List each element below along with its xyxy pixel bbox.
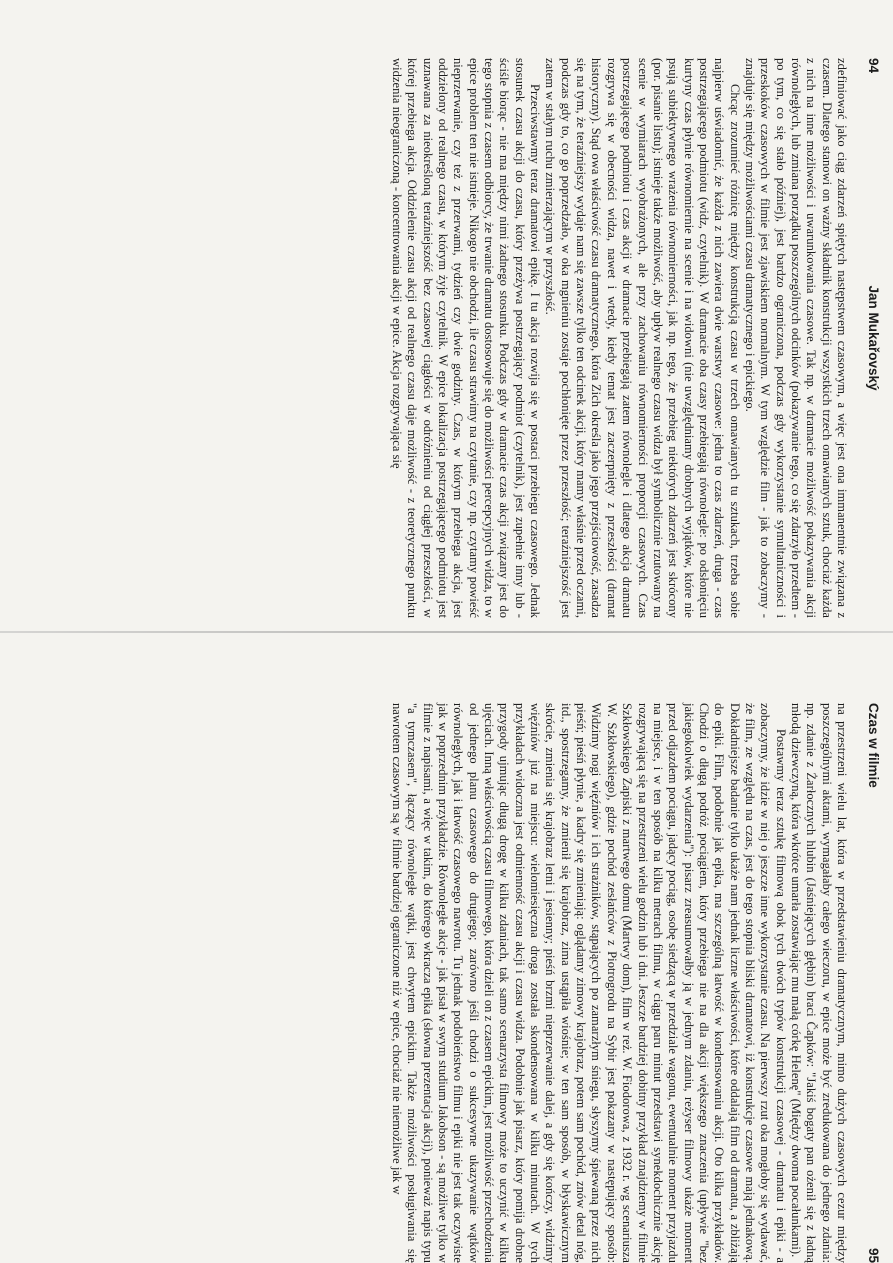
paragraph: Chcąc zrozumieć różnicę między konstrukcją czasu w trzech omawianych tu sztukach, trzeba sobie najpierw uświadomić, że każda z nich zawiera dwie warstwy czasowe: jedna to czas zdarzeń, druga - czas postrzegającego podmiotu (widz, czytelnik). W dramacie oba czasy przebiegają równolegle: po odsłonięciu kurtyny czas płynie równomiernie na scenie i na widowni (nie uwzględniamy drobnych wyjątków, które nie psują subiektywnego wrażenia równomierności, jak np. tego, że przebieg niektórych zdarzeń jest skrócony (por. pisanie listu); istnieje także możliwość, aby upływ realnego czasu widza był symbolicznie rzutowany na scenie w wymiarach wyobrażonych, ale przy zachowaniu równomierności proporcji czasowych. Czas postrzegającego podmiotu i czas akcji w dramacie przebiegają zatem równolegle i dlatego akcja dramatu rozgrywa się w obecności widza, nawet i wtedy, kiedy temat jest zaczerpnięty z przeszłości (dramat historyczny). Stąd owa właściwość czasu dramatycznego, która Zich określa jako jego przejściowość, zasadza się na tym, że teraźniejszy wydaje nam się zawsze tylko ten odcinek akcji, który mamy właśnie przed oczami, podczas gdy to, co go poprzedzało, w oka mgnieniu zostaje pochłonięte przez przeszłość; teraźniejszość jest zatem w stałym ruchu zmierzającym w przyszłość. [543,58,742,618]
running-head: Czas w filmie [866,703,881,788]
left-page [0,58,893,618]
paragraph: na przestrzeni wielu lat, która w przedstawieniu dramatycznym, mimo dużych czasowych cezur między poszczególnymi aktami, wymagałaby całego wieczoru, w epice może być zredukowana do jednego zdania: np. zdanie z Żarłocznych hlubin (Jaśniejących głębin) braci Čapków: "Jakiś bogaty pan ożenił się z ładną młodą dziewczyną, która wkrótce umarła zostawiając mu małą córkę Helenę" (Między dwoma pocałunkami). [788,703,849,1263]
right-page-body [12,703,849,1263]
page-number: 95 [866,1247,881,1263]
paragraph: zdefiniować jako ciąg zdarzeń spiętych następstwem czasowym, a więc jest ona immanentnie związana z czasem. Dlatego stanowi on ważny składnik konstrukcji wszystkich trzech omawianych sztuk, chociaż każda z nich na inne możliwości i uwarunkowania czasowe. Tak np. w dramacie możliwość pokazywania akcji równoległych, lub zmiana porządku poszczególnych odcinków (pokazywanie tego, co się zdarzyło przedtem - po tym, co się stało później), jest bardzo ograniczona, podczas gdy wykorzystanie symultaniczności i przeskoków czasowych w filmie jest zjawiskiem normalnym. W tym względzie film - jak to zobaczymy - znajduje się między możliwościami czasu dramatycznego i epickiego. [742,58,849,618]
left-page-body [12,58,849,618]
running-head: Jan Mukařovský [866,285,881,391]
left-page-header [861,58,881,618]
page-number: 94 [866,58,881,74]
paragraph: Przeciwstawmy teraz dramatowi epikę. I tu akcja rozwija się w postaci przebiegu czasowego. Jednak stosunek czasu akcji do czasu, który przeżywa postrzegający podmiot (czytelnik), jest zupełnie inny lub - ściśle biorąc - nie ma między nimi żadnego stosunku. Podczas gdy w dramacie czas akcji związany jest do tego stopnia z czasem odbiorcy, że trwanie dramatu dostosowuje się do możliwości percepcyjnych widza, to w epice problem ten nie istnieje. Nikogo nie obchodzi, ile czasu strawimy na czytanie, czy np. czytamy powieść nieprzerwanie, czy też z przerwami, tydzień czy dwie godziny. Czas, w którym przebiega akcja, jest oddzielony od realnego czasu, w którym żyje czytelnik. W epice lokalizacja postrzegającego podmiotu jest uznawana za nieokreśloną teraźniejszość bez czasowej ciągłości w odróżnieniu od ciągłej przeszłości, w której przebiega akcja. Oddzielenie czasu akcji od realnego czasu daje możliwość - z teoretycznego punktu widzenia nieograniczoną - koncentrowania akcji w epice. Akcja rozgrywająca się [390,58,543,618]
right-page-header [861,703,881,1263]
paragraph: Postawmy teraz sztukę filmową obok tych dwóch typów konstrukcji czasowej - dramatu i epiki - a zobaczymy, że idzie w niej o jeszcze inne wykorzystanie czasu. Na pierwszy rzut oka mogłoby się wydawać, że film, ze względu na czas, jest do tego stopnia bliski dramatowi, iż konstrukcje czasowe mają jednakową. Dokładniejsze badanie tylko ukaże nam jednak liczne właściwości, które oddalają film od dramatu, a zbliżają do epiki. Film, podobnie jak epika, ma szczególną łatwość w kondensowaniu akcji. Oto kilka przykładów. Chodzi o długą podróż pociągiem, który przebiega nie na dla akcji większego znaczenia (upływie "bez jakiegokolwiek wydarzenia"): pisarz zreasumowałby ją w jednym zdaniu, reżyser filmowy ukaże moment przed odjazdem pociągu, jadący pociąg, osobę siedzącą w przedziale wagonu, ewentualnie moment przyjazdu na miejsce, i w ten sposób na kilku metrach filmu, w ciągu paru minut przedstawi synekdochicznie akcję rozgrywającą się na przestrzeni wielu godzin lub i dni. Jeszcze bardziej dobitny przykład znajdziemy w filmie Szkłowskiego Zapiski z martwego domu (Martwy dom), film w reż. W. Fiodorowa, z 1932 r. wg scenariusza W. Szkłowskiego), gdzie pochód zesłańców z Piotrogrodu na Sybir jest pokazany w następujący sposób: Widzimy nogi więźniów i ich strażników, stąpających po zamarzłym śniegu, słyszymy śpiewaną przez nich pieśń; pieśń płynie, a kadry się zmieniają: oglądamy zimowy krajobraz, potem sam pochód, znów detal nóg, itd., spostrzegamy, że zmienił się krajobraz, zima ustąpiła wiośnie; w ten sam sposób, w błyskawicznym skrócie, zmienia się krajobraz letni i jesienny; pieśń brzmi nieprzerwanie dalej, a gdy się kończy, widzimy więźniów już na miejscu: wielomiesięczna droga została skondensowana w kilku minutach. W tych przykładach widoczna jest odmienność czasu akcji i czasu widza. Podobnie jak pisarz, który pomija drobne przygody ujmując długą drogę w kilku zdaniach, tak samo scenarzysta filmowy może to uczynić w kilku ujęciach. Inną właściwością czasu filmowego, która dzieli on z czasem epickim, jest możliwość przechodzenia od jednego planu czasowego do drugiego; zarówno jeśli chodzi o sukcesywne ukazywanie wątków równoległych, jak i łatwość czasowego nawrotu. Tu jednak podobieństwo filmu i epiki nie jest tak oczywiste jak w poprzednim przykładzie. Równoległe akcje - jak pisał w swym studium Jakobson - są możliwe tylko w filmie z napisami, a więc w takim, do którego wkracza epika (słowna prezentacja akcji), ponieważ napis typu "a tymczasem", łączący równoległe wątki, jest chwytem epickim. Także możliwości posługiwania się nawrotem czasowym są w filmie bardziej ograniczone niż w epice, chociaż nie niemożliwe jak w [390,703,788,1263]
right-page [0,703,893,1263]
page-gutter [0,631,893,633]
